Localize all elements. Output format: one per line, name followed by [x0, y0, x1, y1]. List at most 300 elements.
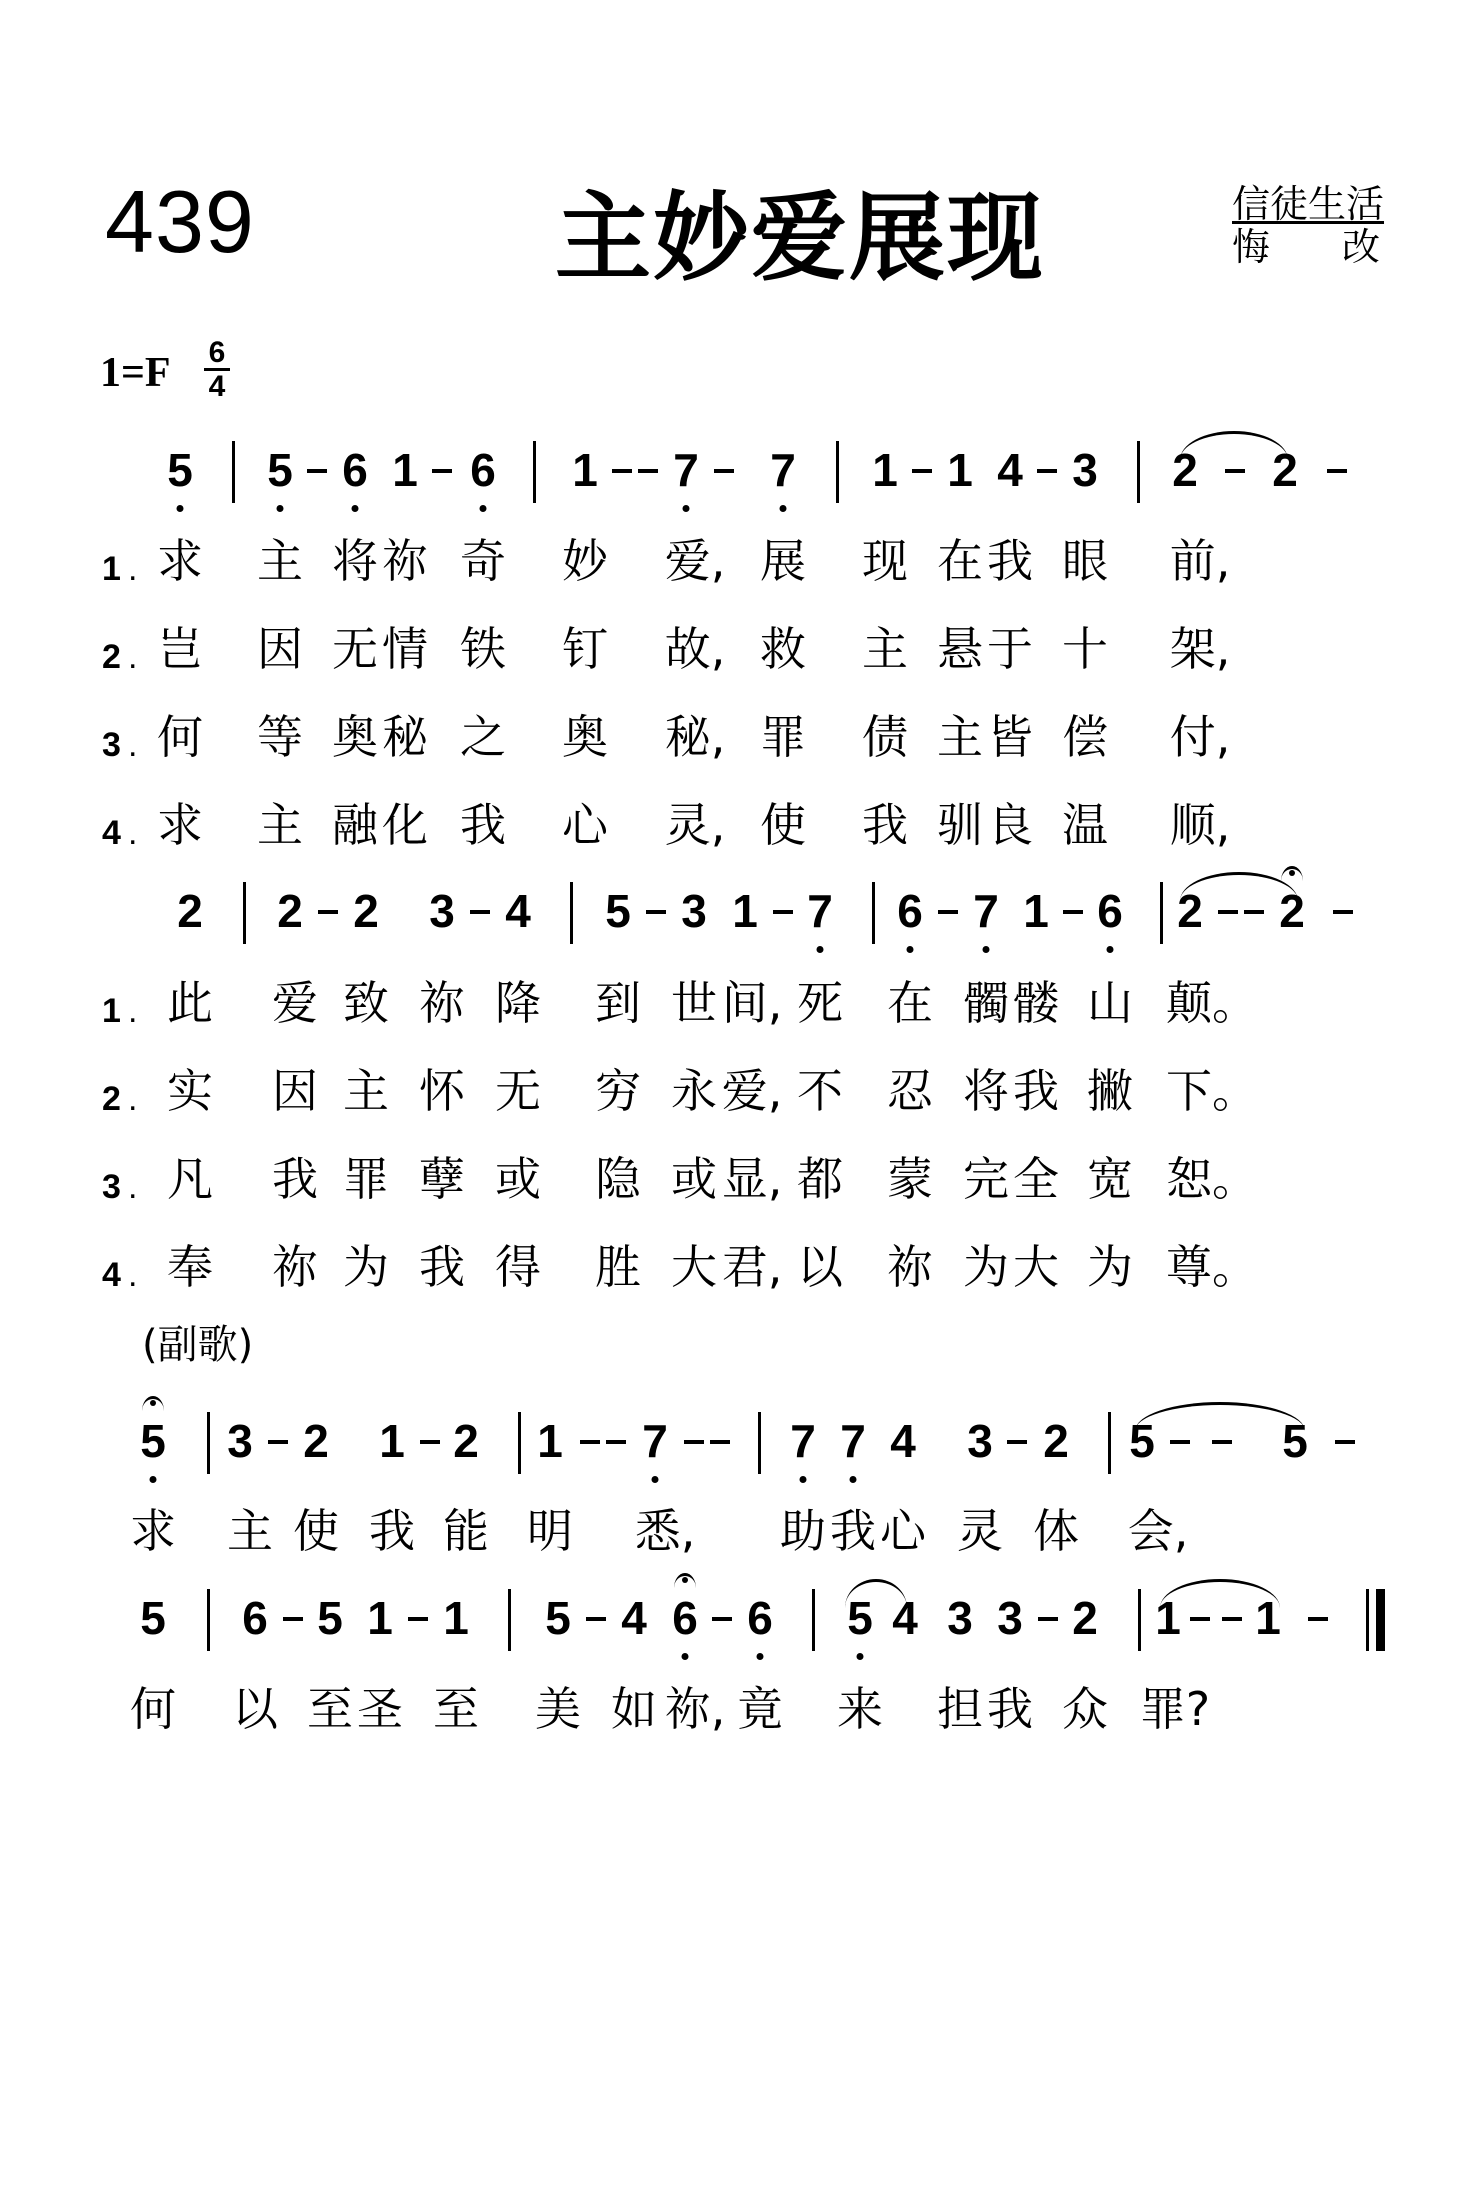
- hymn-title: 主妙爱展现: [555, 182, 1045, 294]
- lyric-char: 忍: [887, 1064, 933, 1118]
- lyric-char: 心: [880, 1504, 926, 1558]
- lyric-char: 灵,: [664, 798, 726, 852]
- chorus-label: (副歌): [142, 1322, 254, 1368]
- dash: [283, 1617, 303, 1621]
- lyric-char: 世: [671, 976, 717, 1030]
- barline: [533, 441, 536, 503]
- lyric-char: 在: [937, 534, 983, 588]
- chorus-lyrics-row-2: [0, 1682, 1477, 1746]
- note: 2: [303, 1415, 329, 1467]
- note: 2: [1279, 885, 1305, 937]
- note: 5: [1129, 1415, 1155, 1467]
- dash: [638, 469, 658, 473]
- lyric-char: 秘,: [664, 710, 726, 764]
- note: 3: [227, 1415, 253, 1467]
- verse-4-lyrics-a: [0, 798, 1477, 862]
- dash: [1190, 1617, 1210, 1621]
- note: 2: [277, 885, 303, 937]
- barline: [872, 882, 875, 944]
- lyric-char: 何: [130, 1682, 176, 1736]
- lyric-char: 之: [460, 710, 506, 764]
- low-octave-dot: [983, 946, 990, 953]
- dash: [1225, 469, 1245, 473]
- verse-2-lyrics-b: [0, 1064, 1477, 1128]
- lyric-char: 求: [130, 1504, 176, 1558]
- lyric-char: 我: [987, 1682, 1033, 1736]
- dash: [420, 1440, 440, 1444]
- lyric-char: 尊。: [1166, 1240, 1258, 1294]
- lyric-char: 宽: [1087, 1152, 1133, 1206]
- lyric-char: 偿: [1062, 710, 1108, 764]
- note: 1: [367, 1592, 393, 1644]
- dash: [408, 1617, 428, 1621]
- lyric-char: 担: [937, 1682, 983, 1736]
- lyric-char: 或: [671, 1152, 717, 1206]
- lyric-char: 得: [495, 1240, 541, 1294]
- low-octave-dot: [1107, 946, 1114, 953]
- lyric-char: 凡: [167, 1152, 213, 1206]
- barline: [1138, 1589, 1141, 1651]
- lyric-char: 使: [293, 1504, 339, 1558]
- note: 5: [317, 1592, 343, 1644]
- lyric-char: 死: [797, 976, 843, 1030]
- barline: [232, 441, 235, 503]
- lyric-char: 眼: [1062, 534, 1108, 588]
- chorus-lyrics-row-1: [0, 1504, 1477, 1568]
- lyric-char: 都: [797, 1152, 843, 1206]
- lyric-char: 主: [227, 1504, 273, 1558]
- dash: [773, 910, 793, 914]
- dash: [712, 1617, 732, 1621]
- lyric-char: 孽: [419, 1152, 465, 1206]
- low-octave-dot: [757, 1653, 764, 1660]
- low-octave-dot: [850, 1476, 857, 1483]
- note: 1: [443, 1592, 469, 1644]
- note: 1: [537, 1415, 563, 1467]
- lyric-char: 灵: [957, 1504, 1003, 1558]
- lyric-char: 罪?: [1139, 1682, 1211, 1736]
- low-octave-dot: [800, 1476, 807, 1483]
- key-signature: 1=F: [100, 350, 171, 396]
- verse-dot: .: [128, 1256, 138, 1294]
- verse-dot: .: [128, 550, 138, 588]
- note: 7: [642, 1415, 668, 1467]
- lyric-char: 我: [272, 1152, 318, 1206]
- dash: [938, 910, 958, 914]
- lyric-char: 为: [343, 1240, 389, 1294]
- lyric-char: 救: [760, 622, 806, 676]
- lyric-char: 祢: [382, 534, 428, 588]
- dash: [470, 910, 490, 914]
- note: 2: [453, 1415, 479, 1467]
- dash: [1327, 469, 1347, 473]
- lyric-char: 众: [1062, 1682, 1108, 1736]
- low-octave-dot: [780, 505, 787, 512]
- note: 6: [242, 1592, 268, 1644]
- dash: [1308, 1617, 1328, 1621]
- lyric-char: 能: [443, 1504, 489, 1558]
- dash: [318, 910, 338, 914]
- low-octave-dot: [682, 1653, 689, 1660]
- lyric-char: 不: [797, 1064, 843, 1118]
- lyric-char: 爱,: [664, 534, 726, 588]
- verse-number: 2: [102, 1080, 121, 1118]
- lyric-char: 髑: [963, 976, 1009, 1030]
- lyric-char: 主: [257, 798, 303, 852]
- lyric-char: 展: [760, 534, 806, 588]
- barline: [508, 1589, 511, 1651]
- dash: [1212, 1440, 1232, 1444]
- lyric-char: 因: [257, 622, 303, 676]
- barline: [1160, 882, 1163, 944]
- lyric-char: 致: [343, 976, 389, 1030]
- credit-category-char-1: 悔: [1232, 225, 1271, 269]
- note: 3: [967, 1415, 993, 1467]
- barline: [812, 1589, 815, 1651]
- lyric-char: 我: [369, 1504, 415, 1558]
- lyric-char: 主: [343, 1064, 389, 1118]
- lyric-char: 奇: [460, 534, 506, 588]
- dash: [1222, 1617, 1242, 1621]
- verse-1-lyrics-b: [0, 976, 1477, 1040]
- lyric-char: 以: [797, 1240, 843, 1294]
- verse-number: 2: [102, 638, 121, 676]
- low-octave-dot: [817, 946, 824, 953]
- lyric-char: 大: [671, 1240, 717, 1294]
- lyric-char: 间,: [721, 976, 783, 1030]
- dash: [1037, 469, 1057, 473]
- note: 1: [947, 444, 973, 496]
- time-signature: [204, 337, 230, 402]
- lyric-char: 圣: [357, 1682, 403, 1736]
- lyric-char: 奉: [167, 1240, 213, 1294]
- lyric-char: 体: [1033, 1504, 1079, 1558]
- note: 5: [1282, 1415, 1308, 1467]
- note: 6: [747, 1592, 773, 1644]
- barline: [243, 882, 246, 944]
- lyric-char: 君,: [721, 1240, 783, 1294]
- lyric-char: 如: [611, 1682, 657, 1736]
- lyric-char: 悬: [937, 622, 983, 676]
- lyric-char: 皆: [987, 710, 1033, 764]
- time-signature-bottom: 4: [208, 370, 226, 403]
- lyric-char: 付,: [1169, 710, 1231, 764]
- lyric-char: 胜: [595, 1240, 641, 1294]
- dash: [307, 469, 327, 473]
- dash: [912, 469, 932, 473]
- verse-melody-row-1: [0, 444, 1477, 517]
- lyric-char: 将: [332, 534, 378, 588]
- lyric-char: 架,: [1169, 622, 1231, 676]
- low-octave-dot: [480, 505, 487, 512]
- note: 3: [947, 1592, 973, 1644]
- note: 1: [572, 444, 598, 496]
- verse-number: 4: [102, 1256, 121, 1294]
- lyric-char: 无: [332, 622, 378, 676]
- note: 7: [840, 1415, 866, 1467]
- lyric-char: 实: [167, 1064, 213, 1118]
- barline: [1108, 1412, 1111, 1474]
- lyric-char: 顺,: [1169, 798, 1231, 852]
- note: 6: [672, 1592, 698, 1644]
- note: 5: [545, 1592, 571, 1644]
- note: 4: [505, 885, 531, 937]
- lyric-char: 主: [937, 710, 983, 764]
- barline: [570, 882, 573, 944]
- verse-3-lyrics-b: [0, 1152, 1477, 1216]
- lyric-char: 钉: [562, 622, 608, 676]
- note: 6: [470, 444, 496, 496]
- low-octave-dot: [277, 505, 284, 512]
- note: 1: [1155, 1592, 1181, 1644]
- lyric-char: 于: [987, 622, 1033, 676]
- barline: [758, 1412, 761, 1474]
- low-octave-dot: [652, 1476, 659, 1483]
- verse-3-lyrics-a: [0, 710, 1477, 774]
- dash: [684, 1440, 704, 1444]
- note: 4: [892, 1592, 918, 1644]
- dash: [710, 1440, 730, 1444]
- lyric-char: 髅: [1013, 976, 1059, 1030]
- lyric-char: 祢: [419, 976, 465, 1030]
- lyric-char: 十: [1062, 622, 1108, 676]
- verse-melody-row-2: [0, 885, 1477, 958]
- lyric-char: 故,: [664, 622, 726, 676]
- note: 4: [621, 1592, 647, 1644]
- note: 3: [429, 885, 455, 937]
- note: 2: [1072, 1592, 1098, 1644]
- time-signature-top: 6: [208, 336, 226, 369]
- lyric-char: 在: [887, 976, 933, 1030]
- note: 1: [1023, 885, 1049, 937]
- verse-number: 4: [102, 814, 121, 852]
- note: 1: [1255, 1592, 1281, 1644]
- dash: [606, 1440, 626, 1444]
- lyric-char: 等: [257, 710, 303, 764]
- verse-dot: .: [128, 638, 138, 676]
- note: 2: [1172, 444, 1198, 496]
- lyric-char: 秘: [382, 710, 428, 764]
- note: 1: [379, 1415, 405, 1467]
- lyric-char: 我: [987, 534, 1033, 588]
- note: 6: [1097, 885, 1123, 937]
- lyric-char: 现: [862, 534, 908, 588]
- lyric-char: 祢: [272, 1240, 318, 1294]
- verse-dot: .: [128, 992, 138, 1030]
- barline: [1137, 441, 1140, 503]
- lyric-char: 主: [257, 534, 303, 588]
- lyric-char: 至: [433, 1682, 479, 1736]
- note: 4: [890, 1415, 916, 1467]
- lyric-char: 求: [157, 798, 203, 852]
- verse-dot: .: [128, 726, 138, 764]
- note: 7: [807, 885, 833, 937]
- lyric-char: 来: [837, 1682, 883, 1736]
- dash: [432, 469, 452, 473]
- lyric-char: 爱: [272, 976, 318, 1030]
- low-octave-dot: [907, 946, 914, 953]
- lyric-char: 岂: [157, 622, 203, 676]
- verse-4-lyrics-b: [0, 1240, 1477, 1304]
- lyric-char: 将: [963, 1064, 1009, 1118]
- note: 2: [1177, 885, 1203, 937]
- barline: [836, 441, 839, 503]
- lyric-char: 何: [157, 710, 203, 764]
- dash: [580, 1440, 600, 1444]
- lyric-char: 我: [862, 798, 908, 852]
- lyric-char: 使: [760, 798, 806, 852]
- verse-number: 3: [102, 726, 121, 764]
- lyric-char: 我: [830, 1504, 876, 1558]
- dash: [268, 1440, 288, 1444]
- note: 5: [605, 885, 631, 937]
- note: 3: [681, 885, 707, 937]
- dash: [612, 469, 632, 473]
- note: 6: [342, 444, 368, 496]
- lyric-char: 奥: [562, 710, 608, 764]
- lyric-char: 爱,: [721, 1064, 783, 1118]
- lyric-char: 大: [1013, 1240, 1059, 1294]
- fermata-icon: [142, 1396, 164, 1411]
- lyric-char: 显,: [721, 1152, 783, 1206]
- fermata-icon: [674, 1573, 696, 1588]
- note: 4: [997, 444, 1023, 496]
- lyric-char: 化: [382, 798, 428, 852]
- lyric-char: 为: [1087, 1240, 1133, 1294]
- dash: [586, 1617, 606, 1621]
- dash: [1170, 1440, 1190, 1444]
- lyric-char: 驯: [937, 798, 983, 852]
- note: 7: [673, 444, 699, 496]
- lyric-char: 罪: [760, 710, 806, 764]
- lyric-char: 穷: [595, 1064, 641, 1118]
- lyric-char: 明: [527, 1504, 573, 1558]
- lyric-char: 恕。: [1166, 1152, 1258, 1206]
- lyric-char: 情: [382, 622, 428, 676]
- note: 7: [790, 1415, 816, 1467]
- verse-1-lyrics-a: [0, 534, 1477, 598]
- dash: [646, 910, 666, 914]
- lyric-char: 或: [495, 1152, 541, 1206]
- lyric-char: 助: [780, 1504, 826, 1558]
- lyric-char: 我: [1013, 1064, 1059, 1118]
- lyric-char: 全: [1013, 1152, 1059, 1206]
- chorus-melody-row-1: [0, 1415, 1477, 1488]
- barline: [518, 1412, 521, 1474]
- note: 6: [897, 885, 923, 937]
- note: 2: [353, 885, 379, 937]
- lyric-char: 到: [595, 976, 641, 1030]
- lyric-char: 降: [495, 976, 541, 1030]
- credit-source: 信徒生活: [1232, 182, 1385, 226]
- lyric-char: 祢,: [664, 1682, 726, 1736]
- note: 5: [140, 1592, 166, 1644]
- tie-slur: [1135, 1402, 1305, 1431]
- lyric-char: 妙: [562, 534, 608, 588]
- lyric-char: 此: [167, 976, 213, 1030]
- barline: [207, 1589, 210, 1651]
- verse-number: 1: [102, 550, 121, 588]
- lyric-char: 祢: [887, 1240, 933, 1294]
- lyric-char: 前,: [1169, 534, 1231, 588]
- verse-dot: .: [128, 1168, 138, 1206]
- lyric-char: 撇: [1087, 1064, 1133, 1118]
- credit-category: [1232, 225, 1380, 269]
- credit-category-char-2: 改: [1341, 225, 1380, 269]
- note: 2: [177, 885, 203, 937]
- dash: [1218, 910, 1238, 914]
- verse-dot: .: [128, 1080, 138, 1118]
- low-octave-dot: [352, 505, 359, 512]
- low-octave-dot: [683, 505, 690, 512]
- dash: [1007, 1440, 1027, 1444]
- lyric-char: 怀: [419, 1064, 465, 1118]
- note: 7: [973, 885, 999, 937]
- lyric-char: 完: [963, 1152, 1009, 1206]
- lyric-char: 颠。: [1166, 976, 1258, 1030]
- note: 3: [1072, 444, 1098, 496]
- note: 5: [140, 1415, 166, 1467]
- dash: [1244, 910, 1264, 914]
- fermata-icon: [1281, 866, 1303, 881]
- lyric-char: 以: [232, 1682, 278, 1736]
- lyric-char: 债: [862, 710, 908, 764]
- lyric-char: 良: [987, 798, 1033, 852]
- note: 1: [732, 885, 758, 937]
- lyric-char: 蒙: [887, 1152, 933, 1206]
- lyric-char: 竟: [737, 1682, 783, 1736]
- lyric-char: 罪: [343, 1152, 389, 1206]
- lyric-char: 主: [862, 622, 908, 676]
- lyric-char: 下。: [1166, 1064, 1258, 1118]
- note: 2: [1272, 444, 1298, 496]
- lyric-char: 我: [419, 1240, 465, 1294]
- lyric-char: 心: [562, 798, 608, 852]
- lyric-char: 融: [332, 798, 378, 852]
- lyric-char: 因: [272, 1064, 318, 1118]
- lyric-char: 永: [671, 1064, 717, 1118]
- lyric-char: 无: [495, 1064, 541, 1118]
- lyric-char: 铁: [460, 622, 506, 676]
- low-octave-dot: [177, 505, 184, 512]
- low-octave-dot: [150, 1476, 157, 1483]
- verse-number: 1: [102, 992, 121, 1030]
- barline: [207, 1412, 210, 1474]
- lyric-char: 为: [963, 1240, 1009, 1294]
- lyric-char: 求: [157, 534, 203, 588]
- note: 1: [392, 444, 418, 496]
- note: 5: [267, 444, 293, 496]
- note: 5: [847, 1592, 873, 1644]
- dash: [1333, 910, 1353, 914]
- lyric-char: 奥: [332, 710, 378, 764]
- dash: [1335, 1440, 1355, 1444]
- final-barline-thin: [1366, 1589, 1369, 1651]
- note: 1: [872, 444, 898, 496]
- note: 3: [997, 1592, 1023, 1644]
- dash: [714, 469, 734, 473]
- chorus-melody-row-2: [0, 1592, 1477, 1665]
- verse-dot: .: [128, 814, 138, 852]
- final-barline-thick: [1376, 1589, 1385, 1651]
- note: 2: [1043, 1415, 1069, 1467]
- lyric-char: 温: [1062, 798, 1108, 852]
- low-octave-dot: [857, 1653, 864, 1660]
- lyric-char: 山: [1087, 976, 1133, 1030]
- lyric-char: 悉,: [634, 1504, 696, 1558]
- dash: [1038, 1617, 1058, 1621]
- lyric-char: 我: [460, 798, 506, 852]
